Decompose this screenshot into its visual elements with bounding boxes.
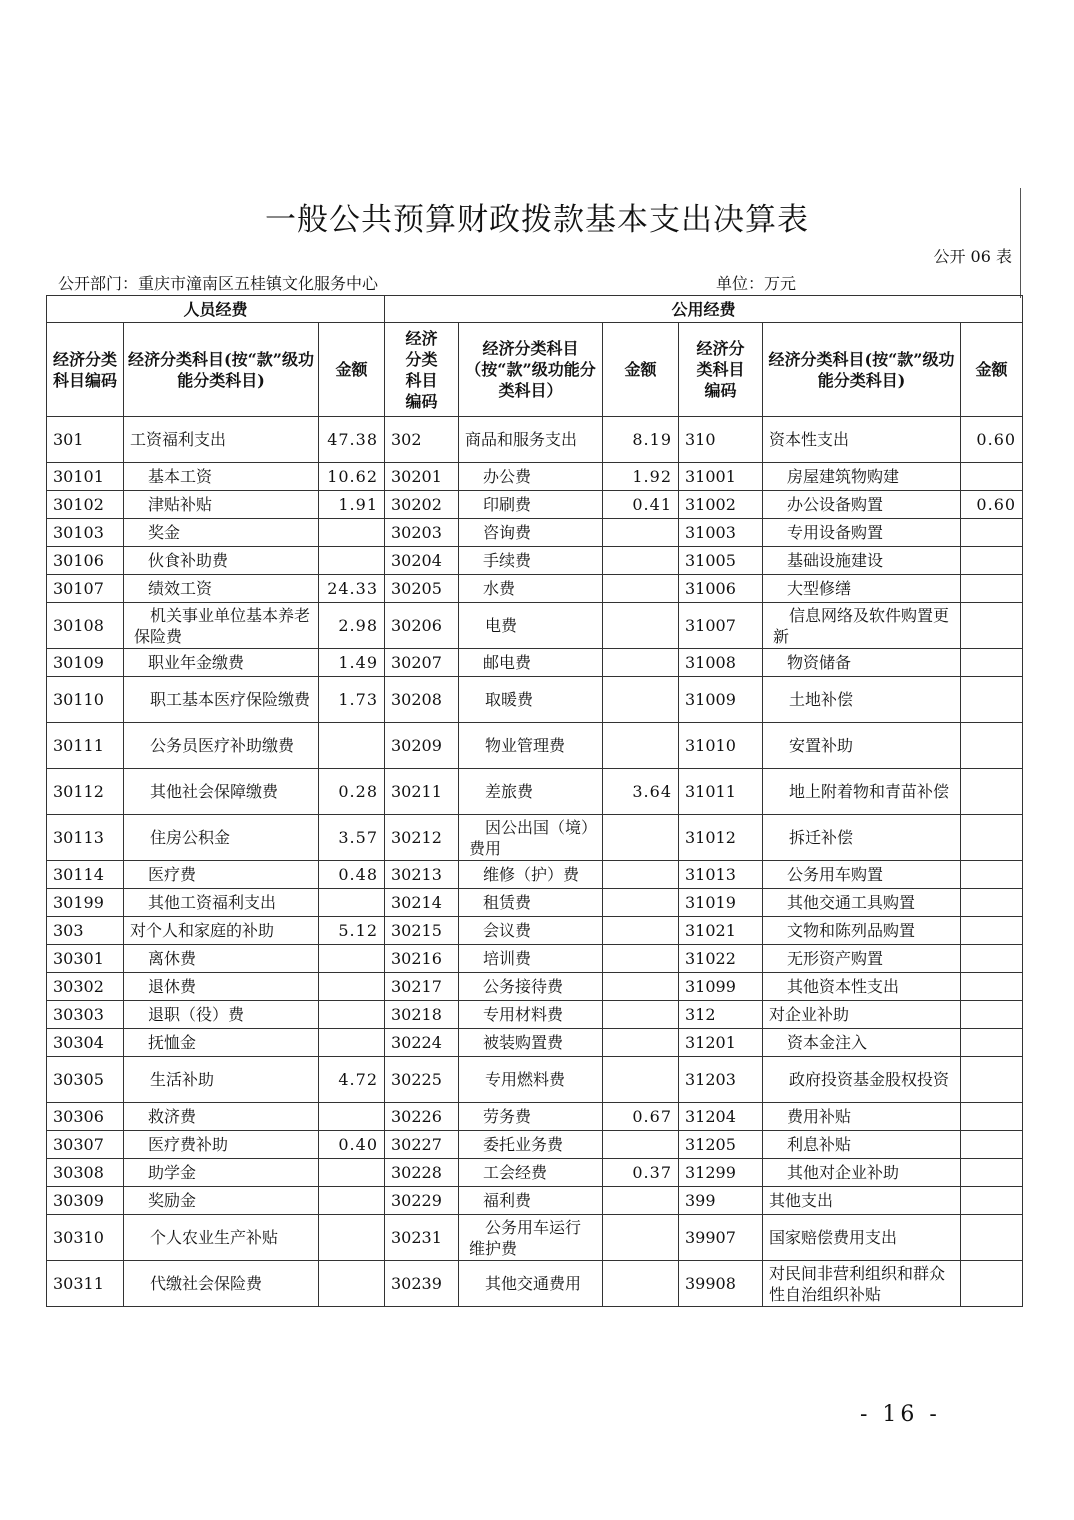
- amount-cell: [603, 945, 679, 973]
- amount-cell: 1.73: [319, 677, 385, 723]
- name-cell: 离休费: [124, 945, 319, 973]
- header-code-2: 经济分类科目编码: [385, 323, 459, 417]
- group-header-row: [47, 296, 1023, 323]
- header-code-1: 经济分类科目编码: [47, 323, 124, 417]
- amount-cell: [961, 815, 1023, 861]
- code-cell: 31201: [679, 1029, 763, 1057]
- code-cell: 30308: [47, 1159, 124, 1187]
- amount-cell: [961, 889, 1023, 917]
- table-row: [47, 769, 1023, 815]
- name-cell: 利息补贴: [763, 1131, 961, 1159]
- name-cell: 文物和陈列品购置: [763, 917, 961, 945]
- name-cell: 退休费: [124, 973, 319, 1001]
- page-title: 一般公共预算财政拨款基本支出决算表: [265, 202, 809, 238]
- name-cell: 代缴社会保险费: [124, 1261, 319, 1307]
- code-cell: 39908: [679, 1261, 763, 1307]
- code-cell: 30303: [47, 1001, 124, 1029]
- table-row: [47, 417, 1023, 463]
- code-cell: 30215: [385, 917, 459, 945]
- table-row: [47, 889, 1023, 917]
- name-cell: 办公设备购置: [763, 491, 961, 519]
- name-cell: 医疗费补助: [124, 1131, 319, 1159]
- amount-cell: [961, 677, 1023, 723]
- name-cell: 邮电费: [459, 649, 603, 677]
- code-cell: 30307: [47, 1131, 124, 1159]
- amount-cell: [603, 677, 679, 723]
- code-cell: 30101: [47, 463, 124, 491]
- code-cell: 31021: [679, 917, 763, 945]
- table-row: [47, 547, 1023, 575]
- code-cell: 31010: [679, 723, 763, 769]
- code-cell: 30311: [47, 1261, 124, 1307]
- amount-cell: [603, 815, 679, 861]
- amount-cell: [961, 861, 1023, 889]
- amount-cell: 0.60: [961, 491, 1023, 519]
- amount-cell: 1.49: [319, 649, 385, 677]
- amount-cell: [319, 889, 385, 917]
- table-row: [47, 603, 1023, 649]
- name-cell: 费用补贴: [763, 1103, 961, 1131]
- name-cell: 公务员医疗补助缴费: [124, 723, 319, 769]
- name-cell: 医疗费: [124, 861, 319, 889]
- name-cell: 其他交通工具购置: [763, 889, 961, 917]
- amount-cell: 0.41: [603, 491, 679, 519]
- code-cell: 30201: [385, 463, 459, 491]
- name-cell: 其他对企业补助: [763, 1159, 961, 1187]
- amount-cell: [961, 945, 1023, 973]
- name-cell: 专用设备购置: [763, 519, 961, 547]
- name-cell: 被装购置费: [459, 1029, 603, 1057]
- name-cell: 地上附着物和青苗补偿: [763, 769, 961, 815]
- amount-cell: 0.48: [319, 861, 385, 889]
- code-cell: 30304: [47, 1029, 124, 1057]
- amount-cell: 1.91: [319, 491, 385, 519]
- code-cell: 30207: [385, 649, 459, 677]
- table-row: [47, 575, 1023, 603]
- amount-cell: [961, 463, 1023, 491]
- amount-cell: [319, 1159, 385, 1187]
- code-cell: 30109: [47, 649, 124, 677]
- code-cell: 30103: [47, 519, 124, 547]
- amount-cell: 0.67: [603, 1103, 679, 1131]
- code-cell: 399: [679, 1187, 763, 1215]
- name-cell: 无形资产购置: [763, 945, 961, 973]
- amount-cell: [319, 547, 385, 575]
- amount-cell: 8.19: [603, 417, 679, 463]
- code-cell: 31204: [679, 1103, 763, 1131]
- table-row: [47, 649, 1023, 677]
- name-cell: 职工基本医疗保险缴费: [124, 677, 319, 723]
- name-cell: 其他交通费用: [459, 1261, 603, 1307]
- table-row: [47, 1103, 1023, 1131]
- amount-cell: [603, 1215, 679, 1261]
- code-cell: 30113: [47, 815, 124, 861]
- code-cell: 30228: [385, 1159, 459, 1187]
- name-cell: 其他支出: [763, 1187, 961, 1215]
- amount-cell: 5.12: [319, 917, 385, 945]
- table-row: [47, 491, 1023, 519]
- name-cell: 对个人和家庭的补助: [124, 917, 319, 945]
- table-row: [47, 1131, 1023, 1159]
- code-cell: 30231: [385, 1215, 459, 1261]
- amount-cell: [319, 1187, 385, 1215]
- name-cell: 绩效工资: [124, 575, 319, 603]
- code-cell: 30302: [47, 973, 124, 1001]
- amount-cell: [319, 519, 385, 547]
- code-cell: 30305: [47, 1057, 124, 1103]
- name-cell: 电费: [459, 603, 603, 649]
- amount-cell: 24.33: [319, 575, 385, 603]
- amount-cell: [319, 1103, 385, 1131]
- name-cell: 水费: [459, 575, 603, 603]
- table-row: [47, 815, 1023, 861]
- amount-cell: 10.62: [319, 463, 385, 491]
- amount-cell: [603, 1131, 679, 1159]
- header-name-2: 经济分类科目（按“款”级功能分类科目）: [459, 323, 603, 417]
- name-cell: 物资储备: [763, 649, 961, 677]
- code-cell: 30213: [385, 861, 459, 889]
- table-row: [47, 917, 1023, 945]
- expenditure-table: [46, 295, 1023, 1307]
- code-cell: 30102: [47, 491, 124, 519]
- code-cell: 30216: [385, 945, 459, 973]
- amount-cell: [961, 547, 1023, 575]
- amount-cell: 3.57: [319, 815, 385, 861]
- code-cell: 302: [385, 417, 459, 463]
- name-cell: 拆迁补偿: [763, 815, 961, 861]
- code-cell: 30206: [385, 603, 459, 649]
- amount-cell: [603, 519, 679, 547]
- amount-cell: [603, 1001, 679, 1029]
- name-cell: 土地补偿: [763, 677, 961, 723]
- amount-cell: 0.40: [319, 1131, 385, 1159]
- amount-cell: [319, 1001, 385, 1029]
- code-cell: 303: [47, 917, 124, 945]
- code-cell: 31006: [679, 575, 763, 603]
- code-cell: 30309: [47, 1187, 124, 1215]
- header-name-3: 经济分类科目(按“款”级功能分类科目): [763, 323, 961, 417]
- group-personnel: 人员经费: [47, 296, 385, 323]
- table-row: [47, 945, 1023, 973]
- name-cell: 专用燃料费: [459, 1057, 603, 1103]
- name-cell: 奖励金: [124, 1187, 319, 1215]
- name-cell: 公务接待费: [459, 973, 603, 1001]
- amount-cell: [961, 917, 1023, 945]
- name-cell: 公务用车购置: [763, 861, 961, 889]
- name-cell: 办公费: [459, 463, 603, 491]
- code-cell: 31007: [679, 603, 763, 649]
- amount-cell: [961, 723, 1023, 769]
- code-cell: 301: [47, 417, 124, 463]
- code-cell: 30218: [385, 1001, 459, 1029]
- amount-cell: [603, 861, 679, 889]
- name-cell: 物业管理费: [459, 723, 603, 769]
- amount-cell: [603, 1261, 679, 1307]
- amount-cell: [961, 973, 1023, 1001]
- amount-cell: [961, 1103, 1023, 1131]
- name-cell: 差旅费: [459, 769, 603, 815]
- name-cell: 对民间非营利组织和群众性自治组织补贴: [763, 1261, 961, 1307]
- code-cell: 310: [679, 417, 763, 463]
- name-cell: 租赁费: [459, 889, 603, 917]
- code-cell: 30199: [47, 889, 124, 917]
- code-cell: 31002: [679, 491, 763, 519]
- name-cell: 工会经费: [459, 1159, 603, 1187]
- code-cell: 30110: [47, 677, 124, 723]
- name-cell: 国家赔偿费用支出: [763, 1215, 961, 1261]
- name-cell: 大型修缮: [763, 575, 961, 603]
- amount-cell: [961, 1159, 1023, 1187]
- name-cell: 取暖费: [459, 677, 603, 723]
- amount-cell: [961, 1131, 1023, 1159]
- header-name-1: 经济分类科目(按“款”级功能分类科目): [124, 323, 319, 417]
- amount-cell: [961, 1215, 1023, 1261]
- name-cell: 伙食补助费: [124, 547, 319, 575]
- code-cell: 30239: [385, 1261, 459, 1307]
- code-cell: 30214: [385, 889, 459, 917]
- name-cell: 机关事业单位基本养老保险费: [124, 603, 319, 649]
- code-cell: 31009: [679, 677, 763, 723]
- name-cell: 手续费: [459, 547, 603, 575]
- name-cell: 救济费: [124, 1103, 319, 1131]
- code-cell: 30226: [385, 1103, 459, 1131]
- name-cell: 福利费: [459, 1187, 603, 1215]
- header-code-3: 经济分类科目编码: [679, 323, 763, 417]
- table-row: [47, 861, 1023, 889]
- name-cell: 资本性支出: [763, 417, 961, 463]
- name-cell: 劳务费: [459, 1103, 603, 1131]
- amount-cell: [319, 1261, 385, 1307]
- name-cell: 信息网络及软件购置更新: [763, 603, 961, 649]
- amount-cell: [961, 649, 1023, 677]
- amount-cell: [603, 889, 679, 917]
- table-row: [47, 1261, 1023, 1307]
- name-cell: 专用材料费: [459, 1001, 603, 1029]
- code-cell: 31299: [679, 1159, 763, 1187]
- amount-cell: [603, 1029, 679, 1057]
- code-cell: 312: [679, 1001, 763, 1029]
- code-cell: 30202: [385, 491, 459, 519]
- code-cell: 30229: [385, 1187, 459, 1215]
- code-cell: 31003: [679, 519, 763, 547]
- table-row: [47, 973, 1023, 1001]
- code-cell: 31205: [679, 1131, 763, 1159]
- table-row: [47, 677, 1023, 723]
- code-cell: 31019: [679, 889, 763, 917]
- code-cell: 30108: [47, 603, 124, 649]
- code-cell: 30114: [47, 861, 124, 889]
- code-cell: 31008: [679, 649, 763, 677]
- amount-cell: [319, 973, 385, 1001]
- code-cell: 30203: [385, 519, 459, 547]
- code-cell: 30208: [385, 677, 459, 723]
- header-amount-1: 金额: [319, 323, 385, 417]
- header-amount-3: 金额: [961, 323, 1023, 417]
- name-cell: 其他社会保障缴费: [124, 769, 319, 815]
- amount-cell: [961, 769, 1023, 815]
- name-cell: 委托业务费: [459, 1131, 603, 1159]
- code-cell: 30204: [385, 547, 459, 575]
- code-cell: 30225: [385, 1057, 459, 1103]
- table-row: [47, 519, 1023, 547]
- amount-cell: [603, 649, 679, 677]
- code-cell: 30227: [385, 1131, 459, 1159]
- name-cell: 个人农业生产补贴: [124, 1215, 319, 1261]
- amount-cell: [961, 603, 1023, 649]
- code-cell: 30310: [47, 1215, 124, 1261]
- code-cell: 31022: [679, 945, 763, 973]
- name-cell: 印刷费: [459, 491, 603, 519]
- amount-cell: [319, 723, 385, 769]
- code-cell: 30306: [47, 1103, 124, 1131]
- table-row: [47, 1001, 1023, 1029]
- page-number: - 16 -: [860, 1402, 941, 1427]
- code-cell: 30209: [385, 723, 459, 769]
- name-cell: 住房公积金: [124, 815, 319, 861]
- name-cell: 其他资本性支出: [763, 973, 961, 1001]
- name-cell: 工资福利支出: [124, 417, 319, 463]
- department-label: 公开部门：重庆市潼南区五桂镇文化服务中心: [58, 274, 379, 293]
- code-cell: 31099: [679, 973, 763, 1001]
- name-cell: 安置补助: [763, 723, 961, 769]
- amount-cell: [961, 1001, 1023, 1029]
- amount-cell: 0.60: [961, 417, 1023, 463]
- amount-cell: [603, 547, 679, 575]
- code-cell: 30301: [47, 945, 124, 973]
- table-row: [47, 1029, 1023, 1057]
- table-number: 公开 06 表: [933, 247, 1012, 266]
- amount-cell: [603, 603, 679, 649]
- name-cell: 因公出国（境）费用: [459, 815, 603, 861]
- column-header-row: [47, 323, 1023, 417]
- name-cell: 房屋建筑物购建: [763, 463, 961, 491]
- name-cell: 助学金: [124, 1159, 319, 1187]
- name-cell: 其他工资福利支出: [124, 889, 319, 917]
- amount-cell: [319, 945, 385, 973]
- name-cell: 津贴补贴: [124, 491, 319, 519]
- amount-cell: [961, 575, 1023, 603]
- amount-cell: [603, 1057, 679, 1103]
- code-cell: 30224: [385, 1029, 459, 1057]
- amount-cell: 4.72: [319, 1057, 385, 1103]
- code-cell: 30107: [47, 575, 124, 603]
- amount-cell: 47.38: [319, 417, 385, 463]
- amount-cell: 0.37: [603, 1159, 679, 1187]
- name-cell: 职业年金缴费: [124, 649, 319, 677]
- code-cell: 31012: [679, 815, 763, 861]
- table-row: [47, 1057, 1023, 1103]
- code-cell: 30217: [385, 973, 459, 1001]
- amount-cell: 2.98: [319, 603, 385, 649]
- table-row: [47, 723, 1023, 769]
- name-cell: 政府投资基金股权投资: [763, 1057, 961, 1103]
- code-cell: 30205: [385, 575, 459, 603]
- amount-cell: [603, 1187, 679, 1215]
- code-cell: 31013: [679, 861, 763, 889]
- name-cell: 商品和服务支出: [459, 417, 603, 463]
- table-row: [47, 463, 1023, 491]
- name-cell: 对企业补助: [763, 1001, 961, 1029]
- code-cell: 31203: [679, 1057, 763, 1103]
- amount-cell: [961, 1187, 1023, 1215]
- name-cell: 抚恤金: [124, 1029, 319, 1057]
- amount-cell: [961, 519, 1023, 547]
- amount-cell: 0.28: [319, 769, 385, 815]
- code-cell: 30106: [47, 547, 124, 575]
- name-cell: 公务用车运行维护费: [459, 1215, 603, 1261]
- code-cell: 30111: [47, 723, 124, 769]
- amount-cell: 1.92: [603, 463, 679, 491]
- amount-cell: [603, 917, 679, 945]
- amount-cell: [961, 1029, 1023, 1057]
- amount-cell: [603, 973, 679, 1001]
- amount-cell: [603, 723, 679, 769]
- header-amount-2: 金额: [603, 323, 679, 417]
- name-cell: 会议费: [459, 917, 603, 945]
- code-cell: 31011: [679, 769, 763, 815]
- code-cell: 39907: [679, 1215, 763, 1261]
- name-cell: 退职（役）费: [124, 1001, 319, 1029]
- name-cell: 培训费: [459, 945, 603, 973]
- amount-cell: [603, 575, 679, 603]
- code-cell: 31001: [679, 463, 763, 491]
- code-cell: 30211: [385, 769, 459, 815]
- table-row: [47, 1215, 1023, 1261]
- name-cell: 基础设施建设: [763, 547, 961, 575]
- group-public: 公用经费: [385, 296, 1023, 323]
- name-cell: 维修（护）费: [459, 861, 603, 889]
- code-cell: 30112: [47, 769, 124, 815]
- table-row: [47, 1187, 1023, 1215]
- amount-cell: [961, 1261, 1023, 1307]
- table-row: [47, 1159, 1023, 1187]
- name-cell: 咨询费: [459, 519, 603, 547]
- amount-cell: [319, 1215, 385, 1261]
- code-cell: 30212: [385, 815, 459, 861]
- name-cell: 生活补助: [124, 1057, 319, 1103]
- name-cell: 奖金: [124, 519, 319, 547]
- amount-cell: [319, 1029, 385, 1057]
- code-cell: 31005: [679, 547, 763, 575]
- name-cell: 基本工资: [124, 463, 319, 491]
- unit-label: 单位：万元: [716, 274, 797, 293]
- amount-cell: [961, 1057, 1023, 1103]
- name-cell: 资本金注入: [763, 1029, 961, 1057]
- amount-cell: 3.64: [603, 769, 679, 815]
